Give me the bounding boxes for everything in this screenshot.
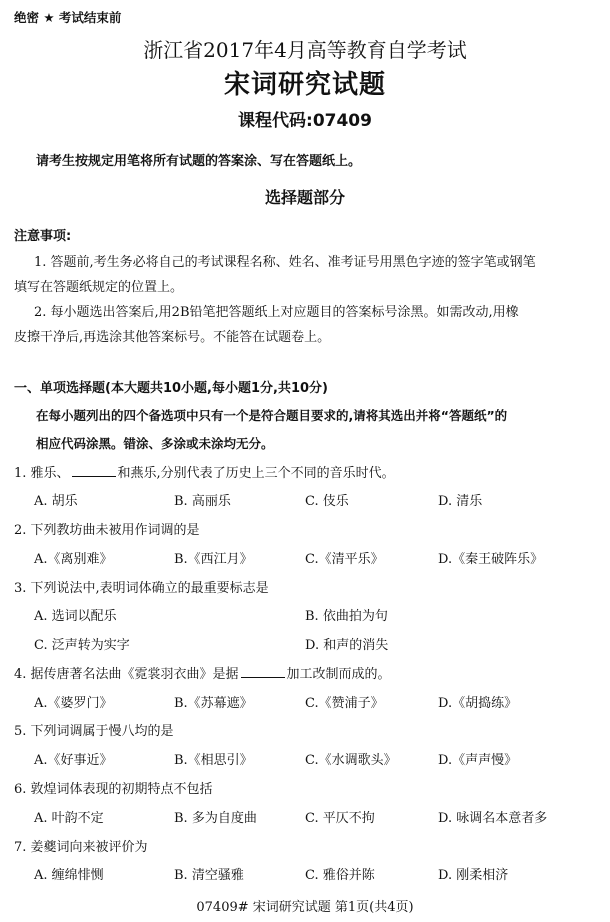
page-footer: 07409# 宋词研究试题 第1页(共4页) bbox=[196, 900, 414, 915]
question-1-stem bbox=[14, 462, 395, 481]
option-6c: C. 平仄不拘 bbox=[305, 811, 375, 826]
option-4c: C.《赞浦子》 bbox=[305, 696, 384, 711]
question-4-stem-part-a: 4. 据传唐著名法曲《霓裳羽衣曲》是据 bbox=[14, 667, 239, 682]
option-6d: D. 咏调名本意者多 bbox=[438, 811, 548, 826]
option-7a: A. 缠绵悱恻 bbox=[34, 868, 104, 883]
question-4-stem-part-b: 加工改制而成的。 bbox=[286, 667, 391, 682]
option-6b: B. 多为自度曲 bbox=[174, 811, 257, 826]
option-5c: C.《水调歌头》 bbox=[305, 753, 397, 768]
option-7d: D. 刚柔相济 bbox=[438, 868, 509, 883]
question-1-stem-part-a: 1. 雅乐、 bbox=[14, 466, 70, 481]
part1-desc-line-1: 在每小题列出的四个备选项中只有一个是符合题目要求的,请将其选出并将“答题纸”的 bbox=[36, 408, 508, 423]
question-4-stem bbox=[14, 663, 391, 682]
option-2b: B.《西江月》 bbox=[174, 552, 253, 567]
confidential-mark: 绝密 ★ 考试结束前 bbox=[14, 10, 122, 25]
question-7-stem: 7. 姜夔词向来被评价为 bbox=[14, 840, 148, 855]
option-2a: A.《离别难》 bbox=[34, 552, 113, 567]
question-5-stem: 5. 下列词调属于慢八均的是 bbox=[14, 724, 174, 739]
option-6a: A. 叶韵不定 bbox=[34, 811, 104, 826]
note-2-line-2: 皮擦干净后,再选涂其他答案标号。不能答在试题卷上。 bbox=[14, 330, 331, 345]
subject-title: 宋词研究试题 bbox=[223, 70, 386, 100]
option-5b: B.《相思引》 bbox=[174, 753, 253, 768]
exam-title: 浙江省2017年4月高等教育自学考试 bbox=[143, 38, 467, 62]
part1-desc-line-2: 相应代码涂黑。错涂、多涂或未涂均无分。 bbox=[36, 436, 274, 451]
answer-blank bbox=[72, 464, 116, 477]
part1-heading: 一、单项选择题(本大题共10小题,每小题1分,共10分) bbox=[14, 381, 328, 396]
option-7c: C. 雅俗并陈 bbox=[305, 868, 375, 883]
notes-title: 注意事项: bbox=[14, 229, 72, 244]
option-1c: C. 伎乐 bbox=[305, 494, 349, 509]
option-1a: A. 胡乐 bbox=[34, 494, 78, 509]
question-2-stem: 2. 下列教坊曲未被用作词调的是 bbox=[14, 523, 200, 538]
option-5d: D.《声声慢》 bbox=[438, 753, 518, 768]
option-3b: B. 依曲拍为句 bbox=[305, 609, 388, 624]
note-1-line-1: 1. 答题前,考生务必将自己的考试课程名称、姓名、准考证号用黑色字迹的签字笔或钢笔 bbox=[34, 255, 536, 270]
note-2-line-1: 2. 每小题选出答案后,用2B铅笔把答题纸上对应题目的答案标号涂黑。如需改动,用橡 bbox=[34, 305, 519, 320]
answer-blank bbox=[241, 665, 285, 678]
course-code: 课程代码:07409 bbox=[238, 111, 372, 131]
answer-instruction: 请考生按规定用笔将所有试题的答案涂、写在答题纸上。 bbox=[36, 154, 362, 169]
question-3-stem: 3. 下列说法中,表明词体确立的最重要标志是 bbox=[14, 581, 269, 596]
note-1-line-2: 填写在答题纸规定的位置上。 bbox=[14, 280, 184, 295]
option-7b: B. 清空骚雅 bbox=[174, 868, 244, 883]
option-4b: B.《苏幕遮》 bbox=[174, 696, 253, 711]
section-title: 选择题部分 bbox=[264, 188, 345, 207]
question-1-stem-part-b: 和燕乐,分别代表了历史上三个不同的音乐时代。 bbox=[117, 466, 395, 481]
option-4d: D.《胡捣练》 bbox=[438, 696, 518, 711]
option-3a: A. 选词以配乐 bbox=[34, 609, 117, 624]
question-6-stem: 6. 敦煌词体表现的初期特点不包括 bbox=[14, 782, 213, 797]
option-4a: A.《婆罗门》 bbox=[34, 696, 113, 711]
option-2c: C.《清平乐》 bbox=[305, 552, 384, 567]
option-1b: B. 高丽乐 bbox=[174, 494, 231, 509]
option-1d: D. 清乐 bbox=[438, 494, 483, 509]
option-5a: A.《好事近》 bbox=[34, 753, 113, 768]
option-3c: C. 泛声转为实字 bbox=[34, 638, 130, 653]
option-3d: D. 和声的消失 bbox=[305, 638, 389, 653]
option-2d: D.《秦王破阵乐》 bbox=[438, 552, 544, 567]
